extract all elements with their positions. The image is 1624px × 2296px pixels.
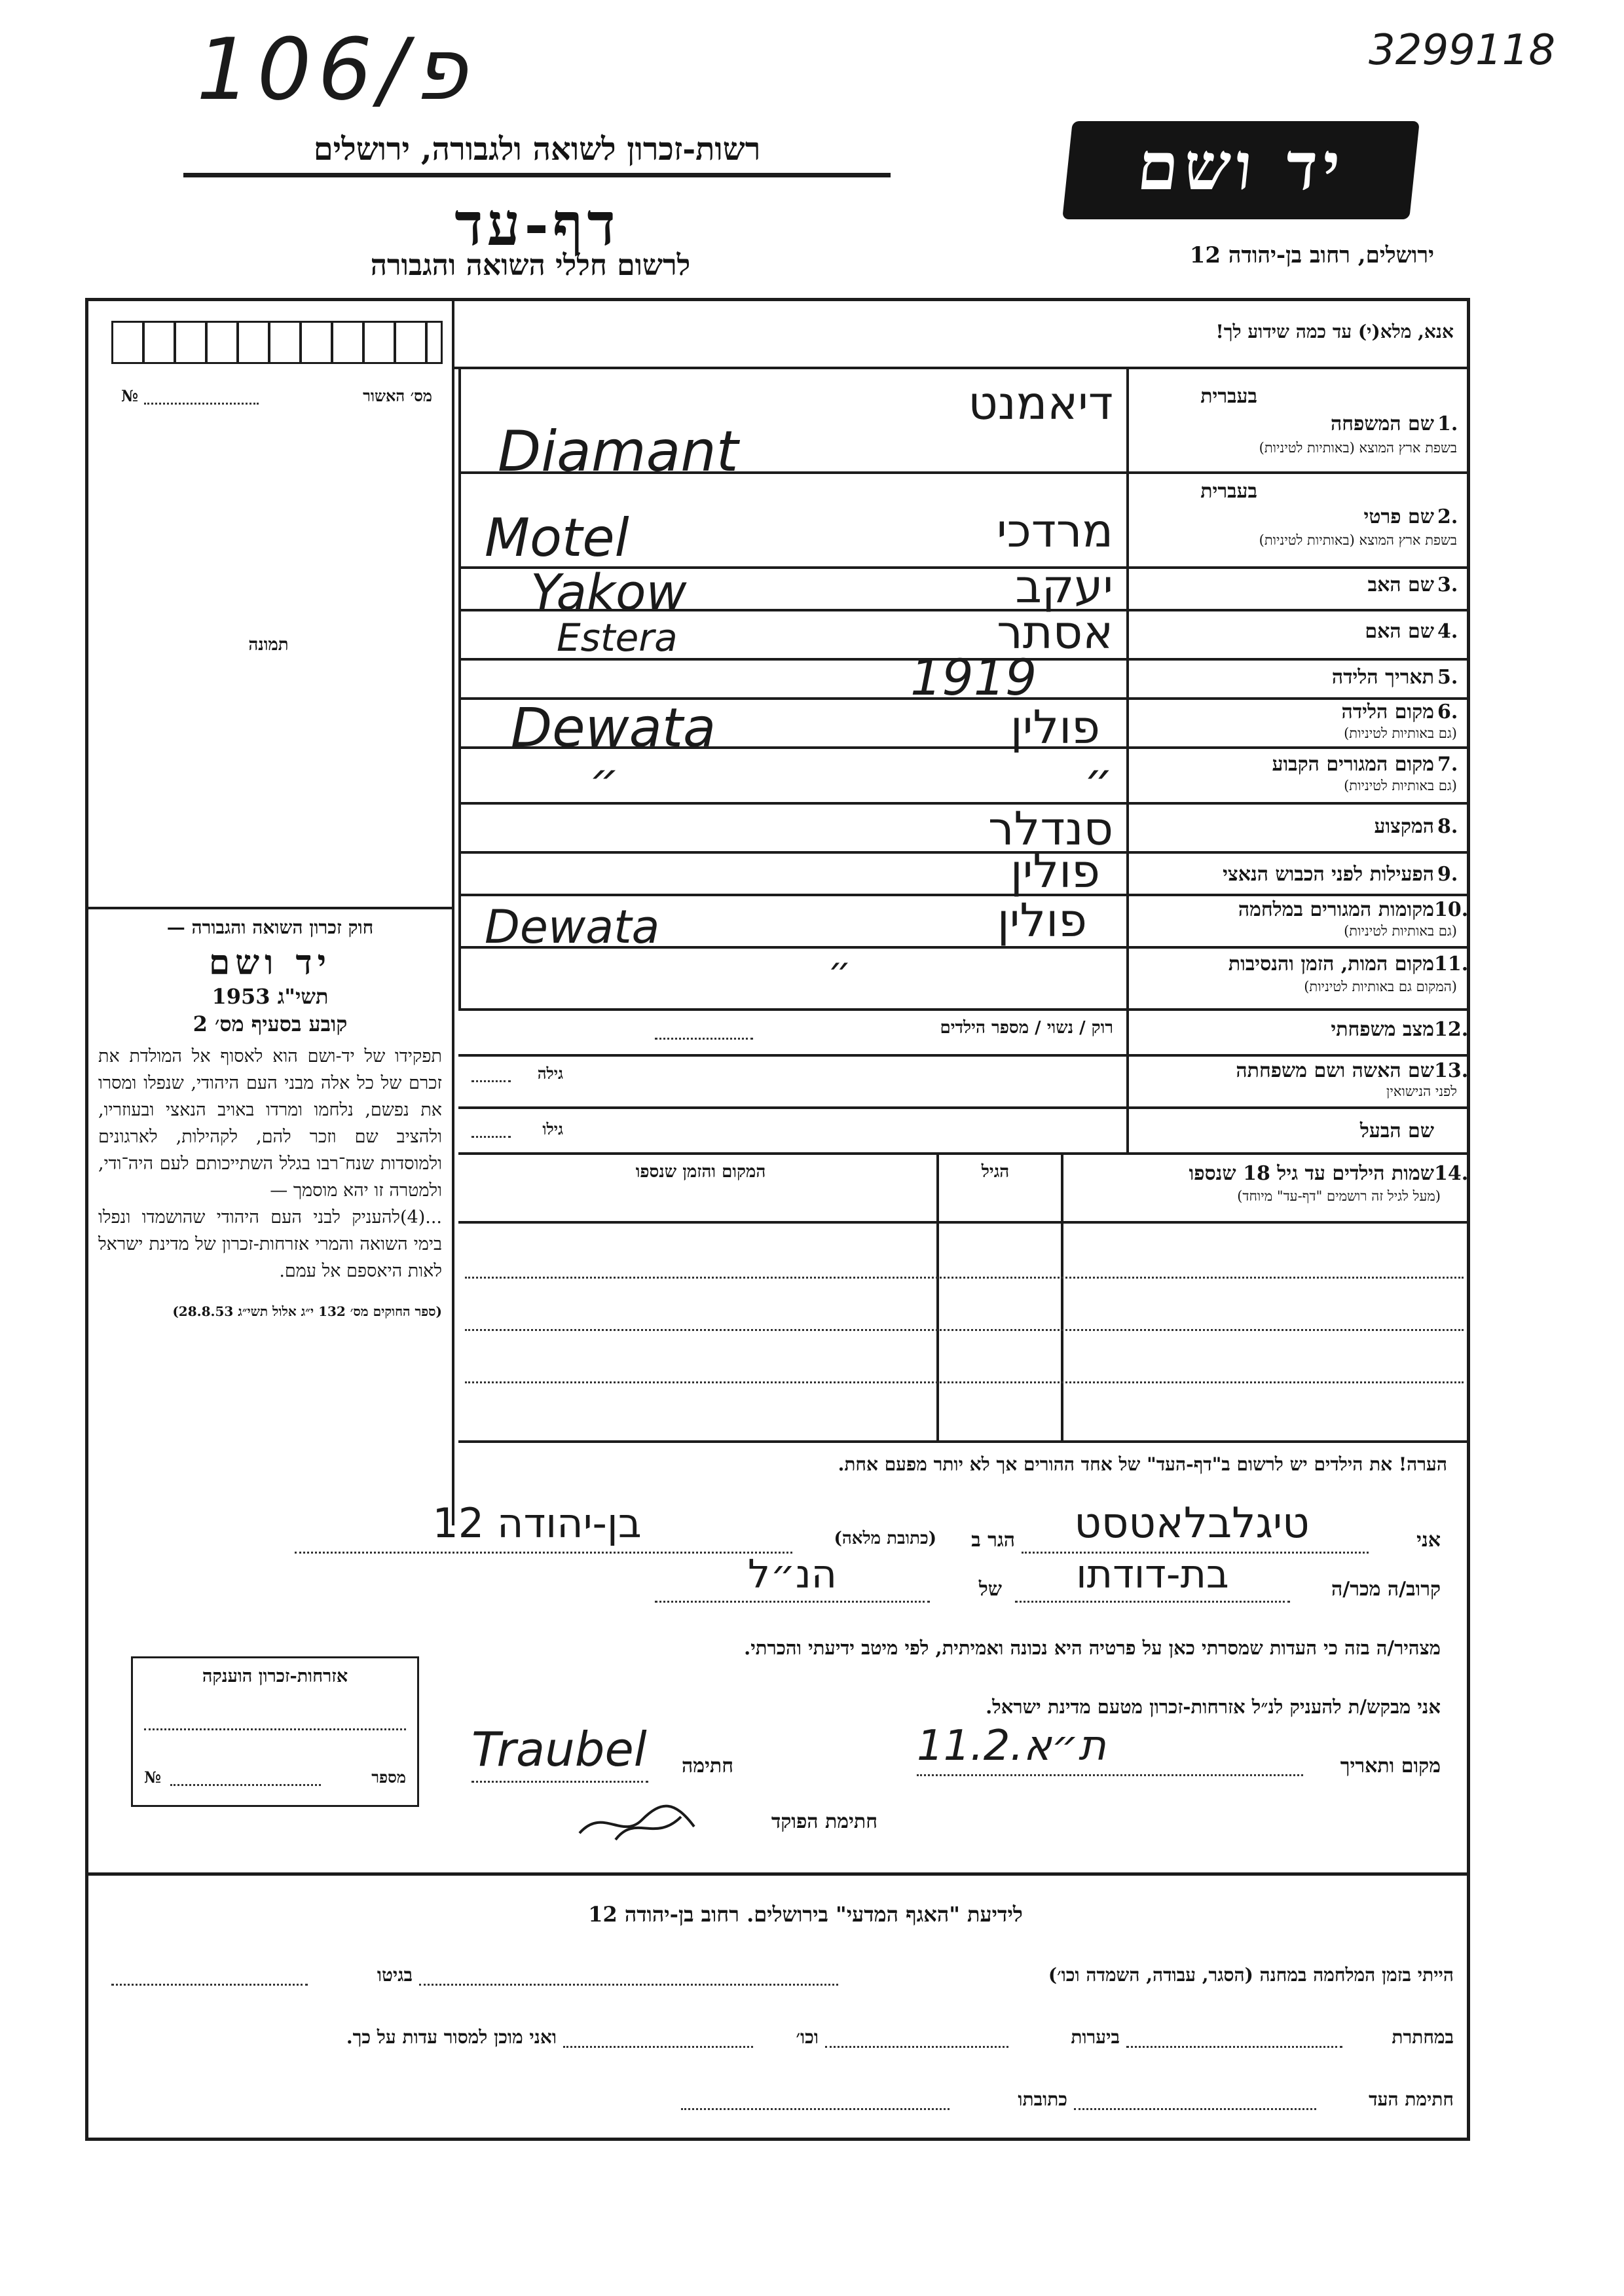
bottom-line2-b: ביערות (1071, 2026, 1120, 2048)
address-label: (כתובת מלאה) (834, 1529, 936, 1548)
wife-age-field[interactable] (471, 1080, 511, 1082)
form-title: דף-עד (454, 190, 619, 259)
field-7-value-latin[interactable]: ״ (589, 753, 619, 807)
field-14-number: 14. (1434, 1162, 1469, 1185)
bottom-line1-a: הייתי בזמן המלחמה במחנה (הסגר, עבודה, השמדה וכו׳) (1048, 1964, 1454, 1986)
field-11-label: מקום המות, הזמן והנסיבות (1228, 953, 1434, 975)
children-row[interactable] (465, 1329, 1464, 1331)
husband-age-field[interactable] (471, 1136, 511, 1138)
approval-number-boxes (111, 321, 443, 364)
field-10-value-latin[interactable]: Dewata (485, 900, 660, 954)
divider (458, 1106, 1470, 1109)
field-7-number: 7. (1437, 753, 1458, 776)
address-line: ירושלים, רחוב בן-יהודה 12 (1189, 242, 1434, 268)
law-body-continued: ...(4)להעניק לבני העם היהודי שהושמדו ונפלו בימי השואה והמרי אזרחות-זכרון של מדינת ישראל לאות היאספם אל עמם. (98, 1207, 442, 1281)
declaration-address[interactable]: בן-יהודה 12 (432, 1499, 642, 1547)
children-count-field[interactable] (655, 1038, 753, 1040)
field-6-value-hebrew[interactable]: פולין (1010, 701, 1100, 754)
field-9-value[interactable]: פולין (1010, 845, 1100, 898)
declaration-relation[interactable]: בת-דודתו (1076, 1552, 1229, 1597)
bottom-line2-d: ואני מוכן למסור עדות על כך. (346, 2026, 557, 2048)
declaration-of[interactable]: הנ״ל (748, 1552, 837, 1597)
field-12-label: מצב משפחתי (1331, 1018, 1434, 1041)
field-6-value-latin[interactable]: Dewata (511, 697, 716, 759)
citizenship-number-field[interactable] (170, 1784, 321, 1786)
signature-label: חתימה (682, 1755, 733, 1777)
husband-age-label: גילו (542, 1120, 563, 1139)
divider (458, 1054, 1470, 1057)
yad-vashem-logo (1062, 121, 1420, 219)
declaration-relation-line (1015, 1601, 1290, 1603)
divider (458, 1221, 1470, 1224)
field-13-number: 13. (1434, 1059, 1469, 1082)
bottom-forest-field[interactable] (825, 2046, 1008, 2048)
field-5-value[interactable]: 1919 (910, 648, 1037, 706)
field-5-number: 5. (1437, 666, 1458, 689)
form-subtitle: לרשום חללי השואה והגבורה (370, 249, 691, 282)
bottom-title: לידיעת "האגף המדעי" בירושלים. רחוב בן-יהודה 12 (588, 1902, 1023, 1927)
divider (936, 1152, 939, 1440)
law-box (98, 917, 442, 1506)
signature-line (471, 1781, 648, 1783)
handwritten-reference: 106/פ (196, 20, 474, 119)
field-13-label: שם האשה ושם משפחתה (1236, 1059, 1434, 1082)
children-row[interactable] (465, 1277, 1464, 1279)
bottom-other-field[interactable] (563, 2046, 753, 2048)
field-5-label: תאריך הלידה (1331, 666, 1434, 689)
field-3-value-latin[interactable]: Yakow (530, 563, 687, 621)
field-6-label: מקום הלידה (1341, 701, 1434, 723)
field-1-sub: בשפת ארץ המוצא (באותיות לטיניות) (1259, 440, 1457, 456)
divider (452, 367, 1470, 369)
field-11-sub: (המקום גם באותיות לטיניות) (1304, 979, 1457, 994)
field-3-number: 3. (1437, 574, 1458, 596)
hebrew-label-1: בעברית (1200, 385, 1257, 408)
field-1-value-hebrew[interactable]: דיאמנט (968, 376, 1113, 430)
signature-value: Traubel (471, 1722, 647, 1777)
citizenship-title: אזרחות-זכרון הוענקה (202, 1666, 348, 1686)
place-date-value[interactable]: 11.2.ת״א (917, 1722, 1106, 1770)
law-source: (ספר החוקים מס׳ 132 י״ג אלול תשי״ג 28.8.53) (172, 1303, 442, 1319)
field-11-value[interactable]: ״ (827, 949, 851, 992)
place-date-line (917, 1774, 1303, 1776)
field-14-label: שמות הילדים עד גיל 18 שנספו (1189, 1162, 1434, 1185)
field-12-options[interactable]: רוק / נשוי / מספר הילדים (940, 1018, 1113, 1038)
field-8-label: המקצוע (1374, 815, 1434, 838)
wife-age-label: גילה (537, 1064, 563, 1083)
field-10-label: מקומות המגורים במלחמה (1238, 898, 1434, 921)
declaration-statement: מצהיר/ה בזה כי העדות שמסרתי כאן על פרטיה היא נכונה ואמיתית, לפי מיטב ידיעתי והכרתי. (744, 1637, 1441, 1659)
divider (458, 1152, 1470, 1155)
witness-address-field[interactable] (681, 2108, 950, 2110)
bottom-line3-b: כתובתו (1018, 2088, 1067, 2110)
field-2-sub: בשפת ארץ המוצא (באותיות לטיניות) (1259, 532, 1457, 548)
field-9-label: הפעילות לפני הכבוש הנאצי (1223, 863, 1434, 886)
field-10-value-hebrew[interactable]: פולין (997, 894, 1087, 947)
husband-label: שם הבעל (1359, 1120, 1434, 1142)
field-2-value-hebrew[interactable]: מרדכי (997, 504, 1113, 558)
field-6-sub: (גם באותיות לטיניות) (1344, 725, 1457, 741)
officer-signature-label: חתימת הפוקד (771, 1810, 877, 1833)
field-6-number: 6. (1437, 701, 1458, 723)
field-10-number: 10. (1434, 898, 1469, 921)
law-heading: חוק זכרון השואה והגבורה — (166, 917, 374, 938)
field-9-number: 9. (1437, 863, 1458, 886)
declaration-request: אני מבקש/ת להעניק לנ״ל אזרחות-זכרון מטעם מדינת ישראל. (986, 1696, 1441, 1718)
field-13-sub: לפני הנישואין (1386, 1084, 1457, 1099)
field-3-value-hebrew[interactable]: יעקב (1015, 560, 1113, 613)
bottom-line3-a: חתימת העד (1369, 2088, 1454, 2110)
field-7-sub: (גם באותיות לטיניות) (1344, 778, 1457, 793)
citizenship-line[interactable] (144, 1728, 406, 1730)
field-1-value-latin[interactable]: Diamant (498, 419, 739, 484)
field-2-number: 2. (1437, 505, 1458, 528)
children-place-column: המקום והזמן שנספו (635, 1162, 766, 1182)
citizenship-number-prefix: № (144, 1768, 162, 1787)
field-12-number: 12. (1434, 1018, 1469, 1041)
approval-number-prefix: № (121, 386, 139, 405)
field-1-label: שם המשפחה (1330, 412, 1434, 435)
intro-line: אנא, מלא(י) עד כמה שידוע לך! (1215, 321, 1454, 342)
bottom-line2-a: במחתרת (1392, 2026, 1454, 2048)
value-column-left-border (458, 367, 461, 1008)
field-11-number: 11. (1434, 953, 1469, 975)
declaration-i-label: אני (1416, 1529, 1441, 1552)
field-10-sub: (גם באותיות לטיניות) (1344, 923, 1457, 939)
field-7-value-hebrew[interactable]: ״ (1083, 753, 1113, 807)
note-line: הערה! את הילדים יש לרשום ב"דף-העד" של אחד ההורים אך לא יותר מפעם אחת. (838, 1453, 1447, 1475)
citizenship-number-label: מספר (371, 1768, 406, 1787)
bottom-ghetto-field[interactable] (111, 1984, 308, 1986)
law-year: תשי"ג 1953 (212, 984, 329, 1009)
bottom-underground-field[interactable] (1126, 2046, 1342, 2048)
field-8-number: 8. (1437, 815, 1458, 838)
field-4-label: שם האם (1365, 620, 1434, 643)
left-column-border (452, 298, 454, 1525)
divider (458, 1440, 1470, 1443)
declaration-name[interactable]: טיגלבלאטסט (1074, 1499, 1310, 1548)
children-age-column: הגיל (981, 1162, 1010, 1182)
logo-text: יד ושם (1134, 128, 1349, 205)
field-4-number: 4. (1437, 620, 1458, 643)
witness-signature-field[interactable] (1074, 2108, 1316, 2110)
declaration-of-line (655, 1601, 930, 1603)
field-2-value-latin[interactable]: Motel (485, 507, 629, 568)
divider (1061, 1152, 1063, 1440)
bottom-camp-field[interactable] (419, 1984, 838, 1986)
relation-label: קרוב/ה מכר/ה (1331, 1578, 1441, 1601)
field-3-label: שם האב (1367, 574, 1434, 596)
approval-number-field[interactable] (144, 403, 259, 405)
resides-label: הגר ב (971, 1529, 1015, 1552)
bottom-line2-c: וכו׳ (796, 2026, 819, 2048)
handwritten-archive-number: 3299118 (1369, 26, 1556, 75)
divider (458, 1008, 1470, 1011)
field-4-value-hebrew[interactable]: אסתר (997, 606, 1113, 659)
children-row[interactable] (465, 1381, 1464, 1383)
approval-number-label: מס׳ האשור (363, 386, 432, 405)
hebrew-label-2: בעברית (1200, 480, 1257, 503)
divider (85, 907, 452, 909)
field-4-value-latin[interactable]: Estera (557, 615, 678, 660)
field-7-label: מקום המגורים הקבוע (1272, 753, 1434, 776)
place-date-label: מקום ותאריך (1340, 1755, 1441, 1777)
field-1-number: 1. (1437, 412, 1458, 435)
officer-signature-scribble (576, 1794, 707, 1846)
of-label: של (978, 1578, 1002, 1601)
bottom-divider (85, 1872, 1470, 1876)
law-body: תפקידו של יד-ושם הוא לאסוף אל המולדת את זכרם של כל אלה מבני העם היהודי, שנפלו ומסרו את נפשם, נלחמו ומרדו באויב הנאצי ובעוזריו, ולהציב שם וזכר להם, לקהילות, לארגונים ולמוסדות שנח־רבו בגלל השתייכותם לעם היה־ודי, ולמטרה זו יהא מוסמך — (98, 1046, 442, 1201)
field-8-value[interactable]: סנדלר (988, 802, 1113, 856)
value-label-divider (1126, 367, 1129, 1152)
law-name: יד ושם (208, 943, 332, 983)
field-2-label: שם פרטי (1363, 505, 1434, 528)
field-14-sub: (מעל לגיל זה רושמים "דף-עד" מיוחד) (1237, 1188, 1441, 1204)
law-clause: קובע בסעיף מס׳ 2 (193, 1011, 348, 1036)
bottom-line1-b: בגיטו (377, 1964, 413, 1986)
organization-line: רשות-זכרון לשואה ולגבורה, ירושלים (183, 131, 891, 177)
photo-label: תמונה (248, 635, 289, 655)
